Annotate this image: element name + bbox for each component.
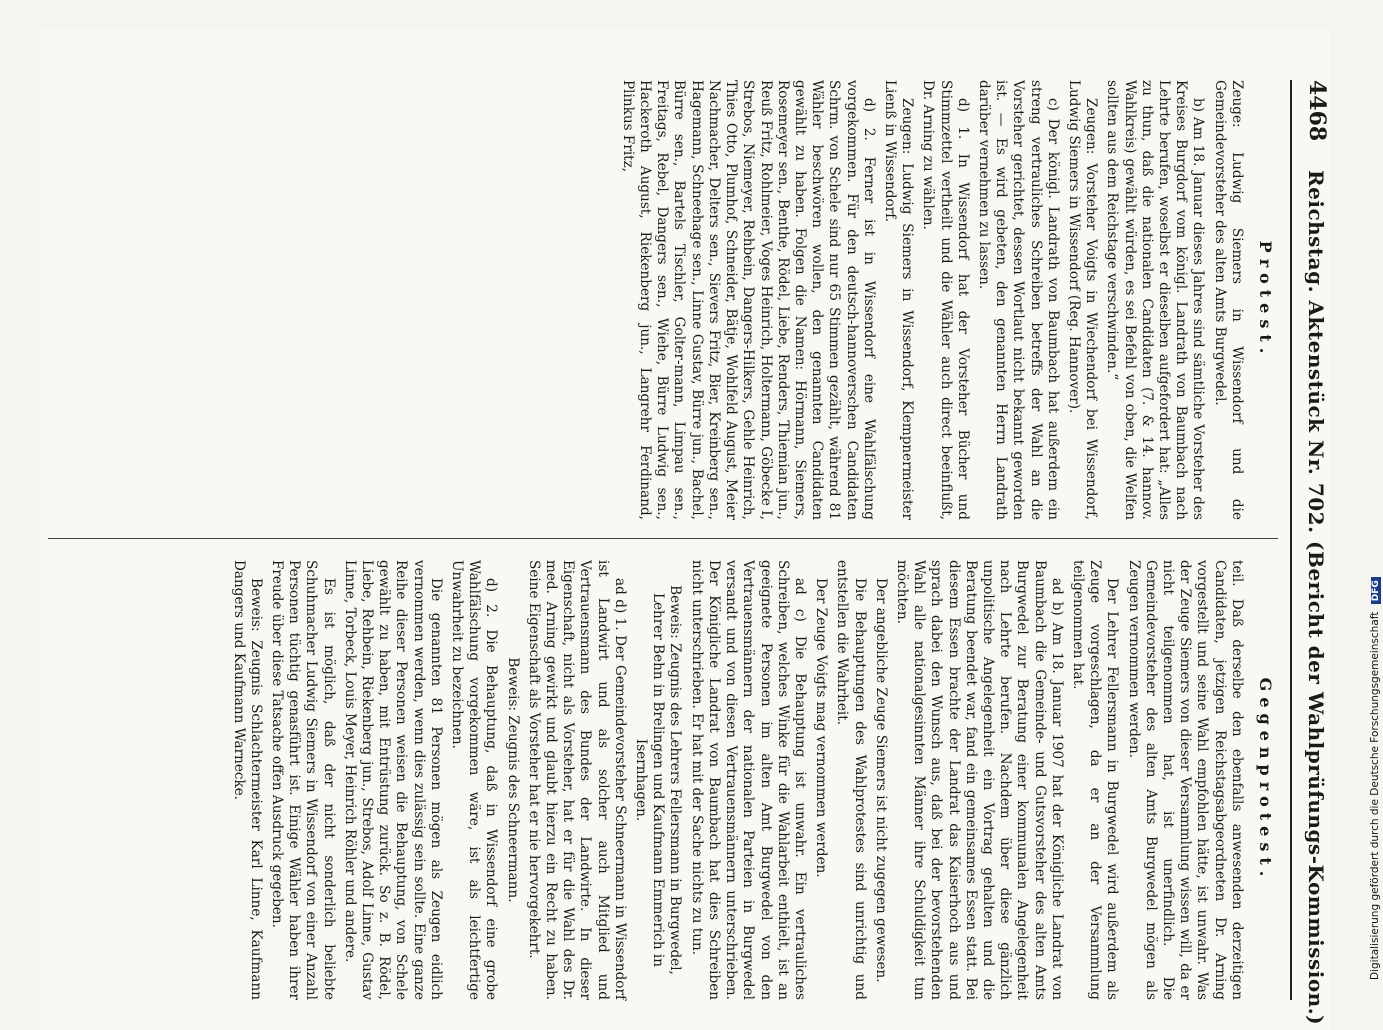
counter-protest-paragraph: Beweis: Zeugnis des Schneermann. [504, 657, 521, 903]
digitization-credit: Digitalisierung gefördert durch die Deutsche Forschungsgemeinschaft [1369, 611, 1381, 980]
counter-protest-paragraph: ad b) Am 18. Januar 1907 hat der Königliche Landrat von Baumbach die Gemeinde- und Gutsvorsteher des alten Amts Burgwedel zur Beratung einer kommunalen Angelegenheit nach Lehrte berufen. Nachdem über diese gänzlich unpolitische Angelegenheit ein Vortrag gehalten und die Beratung beendet war, fand ein gemeinsames Essen statt. Bei diesem Essen brachte der Landrat das Kaiserhoch aus und sprach dabei den Wunsch aus, daß bei der bevorstehenden Wahl alle nationalgesinnten Männer ihre Schuldigkeit tun möchten. [893, 560, 1065, 1000]
digitization-footer [1352, 580, 1381, 980]
counter-protest-paragraph: Die Behauptungen des Wahlprotestes sind unrichtig und entstellen die Wahrheit. [834, 560, 868, 1000]
protest-paragraph: Zeuge: Ludwig Siemers in Wissendorf und die Gemeindevorsteher des alten Amts Burgwedel. [1211, 80, 1245, 520]
protest-paragraph: b) Am 18. Januar dieses Jahres sind sämtliche Vorsteher des Kreises Burgdorf vom königl. Landrath von Baumbach nach Lehrte berufen, woselbst er dieselben aufgefordert hat: „Alles zu thun, daß die nationalen Candidaten (7. & 14. hannov. Wahlkreis) gewählt würden, es sei Befehl von oben, die Welfen sollten aus dem Reichstage verschwinden.“ [1104, 80, 1207, 520]
column-title-protest: Protest. [1256, 240, 1275, 360]
page-header [1294, 80, 1330, 1026]
counter-protest-paragraph: d) 2. Die Behauptung, daß in Wissendorf eine grobe Wahlfälschung vorgekommen wäre, ist als leichtfertige Unwahrheit zu bezeichnen. [449, 560, 500, 1000]
page-number: 4468 [1304, 80, 1330, 142]
protest-paragraph: d) 1. In Wissendorf hat der Vorsteher Bücher und Stimmzettel vertheilt und die Wähler auch direct beeinflußt, Dr. Arning zu wählen. [920, 80, 971, 520]
protest-paragraph: c) Der königl. Landrath von Baumbach hat außerdem ein streng vertrauliches Schreiben betreffs der Wahl an die Vorsteher gerichtet, dessen Wortlaut nicht bekannt geworden ist. — Es wird gebeten, den genannten Herrn Landrath darüber vernehmen zu lassen. [975, 80, 1061, 520]
counter-protest-paragraph: Beweis: Zeugnis Schlachtermeister Karl Linne, Kaufmann Dangers und Kaufmann Warnecke. [230, 560, 264, 1000]
protest-column [615, 80, 1278, 520]
protest-paragraph: d) 2. Ferner ist in Wissendorf eine Wahlfälschung vorgekommen. Für den deutsch-hannoverschen Candidaten Schrm. von Schele sind nur 65 Stimmen gezählt, während 81 Wähler beschwören wollen, den genannten Candidaten gewählt zu haben. Folgen die Namen: Hörmann, Siemers, Rosemeyer sen., Benthe, Rödel, Liebe, Renders, Thiemian jun., Reuß Fritz, Rohlmeier, Voges Heinrich, Holtermann, Göbecke I, Strebos, Niemeyer, Rehbein, Dangers-Hilkers, Gehle Heinrich, Thies Otto, Plumhof, Schneider, Bätje, Wohlfeld August, Meier Nachmacher, Delters sen., Sievers Fritz, Bier, Kreinberg sen., Hagemann, Schneehage sen., Linne Gustav, Bürre jun., Bachel, Bürre sen., Bartels Tischler, Golter-mann, Limpau sen., Freitags, Rebel, Dangers sen., Wiehe, Bürre Ludwig sen., Hackeroth August, Riekenberg jun., Langrehr Ferdinand, Plinkus Fritz, [619, 80, 877, 520]
counter-protest-paragraph: Es ist möglich, daß der nicht sonderlich beliebte Schuhmacher Ludwig Siemers in Wissendorf von einer Anzahl Personen tüchtig genasführt ist. Einige Wähler haben ihrer Freude über diese Tatsache offen Ausdruck gegeben. [269, 560, 337, 1000]
counter-protest-paragraph: Die genannten 81 Personen mögen als Zeugen eidlich vernommen werden, wenn dies zulässig sein sollte. Eine ganze Reihe dieser Personen weisen die Behauptung, von Schele gewählt zu haben, mit Entrüstung zurück. So z. B. Rödel, Liebe, Rehbein, Riekenberg jun., Strebos, Adolf Linne, Gustav Linne, Torbeck, Louis Meyer, Heinrich Röhler und andere. [341, 560, 444, 1000]
counter-protest-paragraph: Beweis: Zeugnis des Lehrers Fellersmann in Burgwedel, Lehrer Behn in Brelingen und Kaufmann Emmerich in Isernhagen. [633, 585, 684, 975]
column-divider [48, 538, 1278, 539]
column-title-counter-protest: Gegenprotest. [1256, 677, 1275, 883]
dfg-logo: DFG [1371, 577, 1381, 604]
protest-paragraph: Zeugen: Vorsteher Voigts in Wiechendorf bei Wissendorf, Ludwig Siemers in Wissendorf (Reg. Hannover). [1065, 80, 1100, 520]
counter-protest-paragraph: Der angebliche Zeuge Siemers ist nicht zugegen gewesen. [872, 578, 889, 983]
running-head: Reichstag. Aktenstück Nr. 702. (Bericht der Wahlprüfungs-Kommission.) [1304, 170, 1328, 1026]
header-rule [1290, 80, 1292, 1000]
protest-paragraph: Zeugen: Ludwig Siemers in Wissendorf, Klempnermeister Lienß in Wissendorf. [881, 80, 916, 520]
counter-protest-paragraph: Der Lehrer Fellersmann in Burgwedel wird außerdem als Zeuge vorgeschlagen, da er an der Versammlung teilgenommen hat. [1069, 560, 1121, 1000]
document-page [40, 30, 1330, 1030]
counter-protest-column [225, 560, 1278, 1000]
counter-protest-paragraph: Der Zeuge Voigts mag vernommen werden. [813, 578, 830, 878]
counter-protest-paragraph: ad c) Die Behauptung ist unwahr. Ein vertrauliches Schreiben, welches Winke für die Wahlarbeit enthielt, ist an geeignete Personen im alten Amt Burgwedel von den Vertrauensmännern der nationalen Parteien in Burgwedel versandt und von diesen Vertrauensmännern unterschrieben. Der Königliche Landrat von Baumbach hat dies Schreiben nicht unterschrieben. Er hat mit der Sache nichts zu tun. [688, 560, 808, 1000]
counter-protest-paragraph: ad d) 1. Der Gemeindevorsteher Schneermann in Wissendorf ist Landwirt und als solcher auch Mitglied und Vertrauensmann des Bundes der Landwirte. In dieser Eigenschaft, nicht als Vorsteher, hat er für die Wahl des Dr. med. Arning gewirkt und glaubt hierzu ein Recht zu haben. Seine Eigenschaft als Vorsteher hat er nie hervorgekehrt. [525, 560, 628, 1000]
counter-protest-paragraph: teil. Daß derselbe den ebenfalls anwesenden derzeitigen Candidaten, jetzigen Reichstagsabgeordneten Dr. Arning vorgestellt und seine Wahl empfohlen hätte, ist unwahr. Was der Zeuge Siemers von dieser Versammlung wissen will, da er nicht teilgenommen hat, ist unerfindlich. Die Gemeindevorsteher des alten Amts Burgwedel mögen als Zeugen vernommen werden. [1125, 560, 1245, 1000]
